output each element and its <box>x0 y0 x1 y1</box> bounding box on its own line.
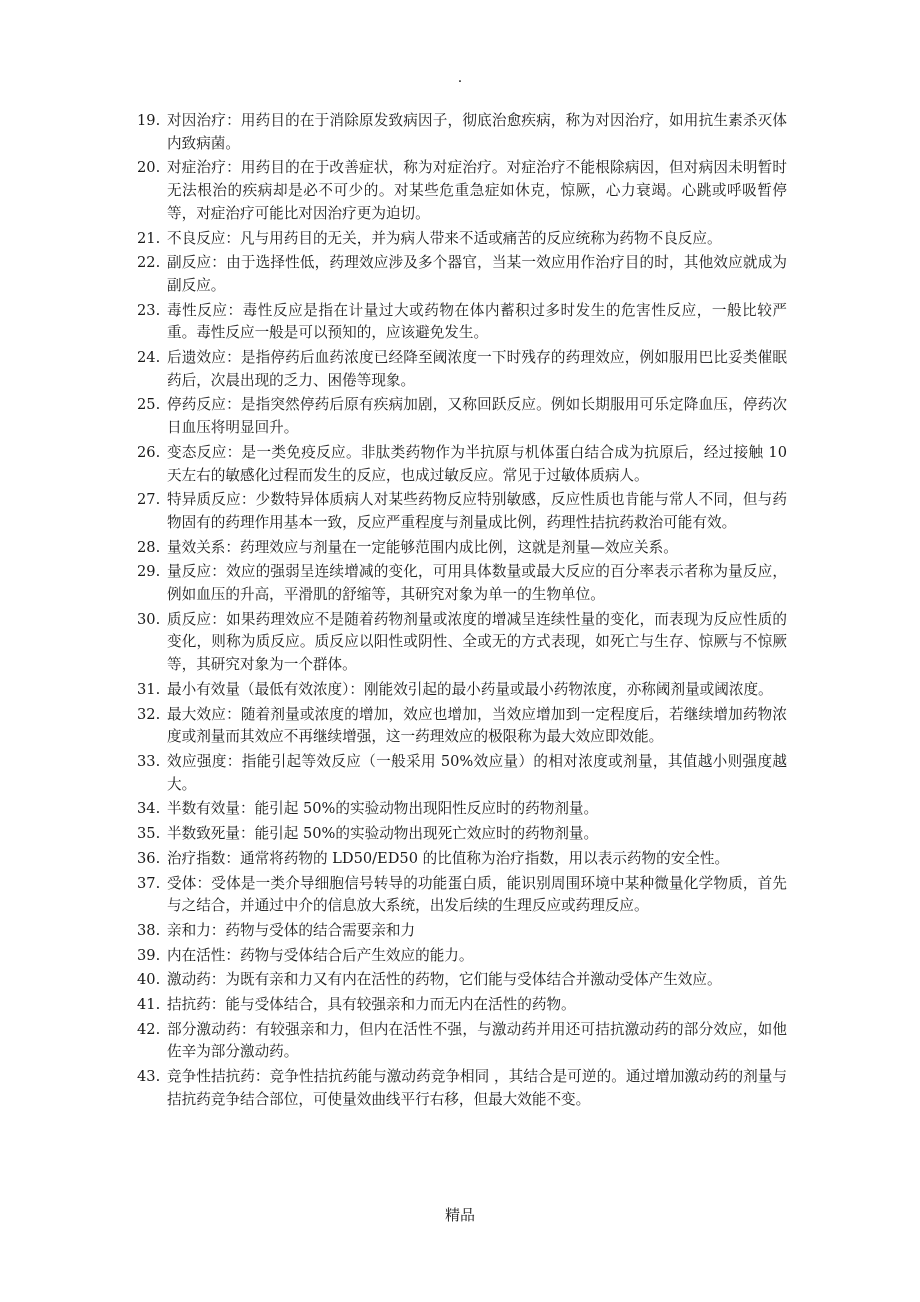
item-number: 32. <box>137 705 161 723</box>
item-number: 40. <box>137 971 161 989</box>
list-item <box>137 704 787 749</box>
item-number: 33. <box>137 752 161 770</box>
list-item <box>137 994 787 1017</box>
list-item <box>137 537 787 560</box>
item-number: 36. <box>137 849 161 867</box>
item-number: 26. <box>137 443 161 461</box>
item-number: 19. <box>137 112 161 129</box>
item-text: 变态反应：是一类免疫反应。非肽类药物作为半抗原与机体蛋白结合成为抗原后，经过接触 10 天左右的敏感化过程而发生的反应，也成过敏反应。常见于过敏体质病人。 <box>167 443 787 484</box>
item-text: 对因治疗：用药目的在于消除原发致病因子，彻底治愈疾病，称为对因治疗，如用抗生素杀灭体内致病菌。 <box>167 112 787 152</box>
list-item <box>137 609 787 677</box>
item-text: 内在活性：药物与受体结合后产生效应的能力。 <box>167 946 474 964</box>
list-item <box>137 679 787 702</box>
list-item <box>137 252 787 297</box>
item-number: 34. <box>137 800 161 818</box>
item-number: 28. <box>137 538 161 556</box>
item-text: 量反应：效应的强弱呈连续增减的变化，可用具体数量或最大反应的百分率表示者称为量反应，例如血压的升高，平滑肌的舒缩等，其研究对象为单一的生物单位。 <box>167 563 787 604</box>
item-number: 23. <box>137 301 161 319</box>
item-text: 激动药：为既有亲和力又有内在活性的药物，它们能与受体结合并激动受体产生效应。 <box>167 971 722 989</box>
item-number: 39. <box>137 946 161 964</box>
list-item <box>137 969 787 992</box>
item-text: 最小有效量（最低有效浓度）：刚能效引起的最小药量或最小药物浓度，亦称阈剂量或阈浓度。 <box>167 680 773 698</box>
item-number: 20. <box>137 159 161 177</box>
header-mark: . <box>457 70 463 86</box>
list-item <box>137 347 787 392</box>
item-number: 30. <box>137 610 161 628</box>
item-number: 21. <box>137 229 161 247</box>
item-number: 42. <box>137 1020 161 1038</box>
list-item <box>137 394 787 439</box>
definition-list <box>137 110 787 1114</box>
item-number: 29. <box>137 563 161 581</box>
item-text: 特异质反应：少数特异体质病人对某些药物反应特别敏感，反应性质也肯能与常人不同，但与药物固有的药理作用基本一致，反应严重程度与剂量成比例，药理性拮抗药救治可能有效。 <box>167 491 787 531</box>
list-item <box>137 1019 787 1064</box>
item-number: 41. <box>137 996 161 1014</box>
item-text: 不良反应：凡与用药目的无关，并为病人带来不适或痛苦的反应统称为药物不良反应。 <box>167 229 722 247</box>
list-item <box>137 228 787 251</box>
item-text: 拮抗药：能与受体结合，具有较强亲和力而无内在活性的药物。 <box>167 996 576 1014</box>
list-item <box>137 300 787 345</box>
item-number: 37. <box>137 874 161 892</box>
list-item <box>137 945 787 968</box>
item-text: 对症治疗：用药目的在于改善症状，称为对症治疗。对症治疗不能根除病因，但对病因未明暂时无法根治的疾病却是必不可少的。对某些危重急症如休克，惊厥，心力衰竭。心跳或呼吸暂停等，对症治疗可能比对因治疗更为迫切。 <box>167 159 787 222</box>
list-item <box>137 920 787 943</box>
item-number: 24. <box>137 349 161 367</box>
item-text: 受体：受体是一类介导细胞信号转导的功能蛋白质，能识别周围环境中某种微量化学物质，首先与之结合，并通过中介的信息放大系统，出发后续的生理反应或药理反应。 <box>167 874 787 915</box>
item-text: 毒性反应：毒性反应是指在计量过大或药物在体内蓄积过多时发生的危害性反应，一般比较严重。毒性反应一般是可以预知的，应该避免发生。 <box>167 301 787 342</box>
item-text: 效应强度：指能引起等效反应（一般采用 50%效应量）的相对浓度或剂量，其值越小则强度越大。 <box>167 752 787 793</box>
list-item <box>137 489 787 534</box>
item-text: 副反应：由于选择性低，药理效应涉及多个器官，当某一效应用作治疗目的时，其他效应就成为副反应。 <box>167 254 787 294</box>
item-number: 43. <box>137 1068 161 1086</box>
item-number: 22. <box>137 254 161 272</box>
item-text: 亲和力：药物与受体的结合需要亲和力 <box>167 921 416 939</box>
list-item <box>137 561 787 606</box>
item-text: 停药反应：是指突然停药后原有疾病加剧，又称回跃反应。例如长期服用可乐定降血压，停药次日血压将明显回升。 <box>167 396 787 437</box>
list-item <box>137 823 787 846</box>
footer-label: 精品 <box>444 1206 475 1224</box>
item-number: 38. <box>137 921 161 939</box>
list-item <box>137 751 787 796</box>
list-item <box>137 1066 787 1111</box>
item-text: 竞争性拮抗药：竞争性拮抗药能与激动药竞争相同 ，其结合是可逆的。通过增加激动药的剂量与拮抗药竞争结合部位，可使量效曲线平行右移，但最大效能不变。 <box>167 1068 787 1108</box>
item-text: 治疗指数：通常将药物的 LD50/ED50 的比值称为治疗指数，用以表示药物的安全性。 <box>167 849 730 867</box>
item-text: 质反应：如果药理效应不是随着药物剂量或浓度的增减呈连续性量的变化，而表现为反应性质的变化，则称为质反应。质反应以阳性或阴性、全或无的方式表现，如死亡与生存、惊厥与不惊厥等，其研究对象为一个群体。 <box>167 610 787 674</box>
item-number: 27. <box>137 491 161 509</box>
item-text: 后遗效应：是指停药后血药浓度已经降至阈浓度一下时残存的药理效应，例如服用巴比妥类催眠药后，次晨出现的乏力、困倦等现象。 <box>167 349 787 389</box>
list-item <box>137 442 787 487</box>
item-text: 半数有效量：能引起 50%的实验动物出现阳性反应时的药物剂量。 <box>167 800 599 818</box>
item-number: 31. <box>137 680 161 698</box>
item-number: 25. <box>137 396 161 414</box>
list-item <box>137 157 787 225</box>
list-item <box>137 848 787 871</box>
item-text: 半数致死量：能引起 50%的实验动物出现死亡效应时的药物剂量。 <box>167 825 599 843</box>
item-text: 最大效应：随着剂量或浓度的增加，效应也增加，当效应增加到一定程度后，若继续增加药物浓度或剂量而其效应不再继续增强，这一药理效应的极限称为最大效应即效能。 <box>167 705 787 746</box>
list-item <box>137 873 787 918</box>
item-text: 部分激动药：有较强亲和力，但内在活性不强，与激动药并用还可拮抗激动药的部分效应，如他佐辛为部分激动药。 <box>167 1020 787 1061</box>
item-number: 35. <box>137 825 161 843</box>
item-text: 量效关系：药理效应与剂量在一定能够范围内成比例，这就是剂量—效应关系。 <box>167 538 678 556</box>
list-item <box>137 110 787 155</box>
list-item <box>137 798 787 821</box>
